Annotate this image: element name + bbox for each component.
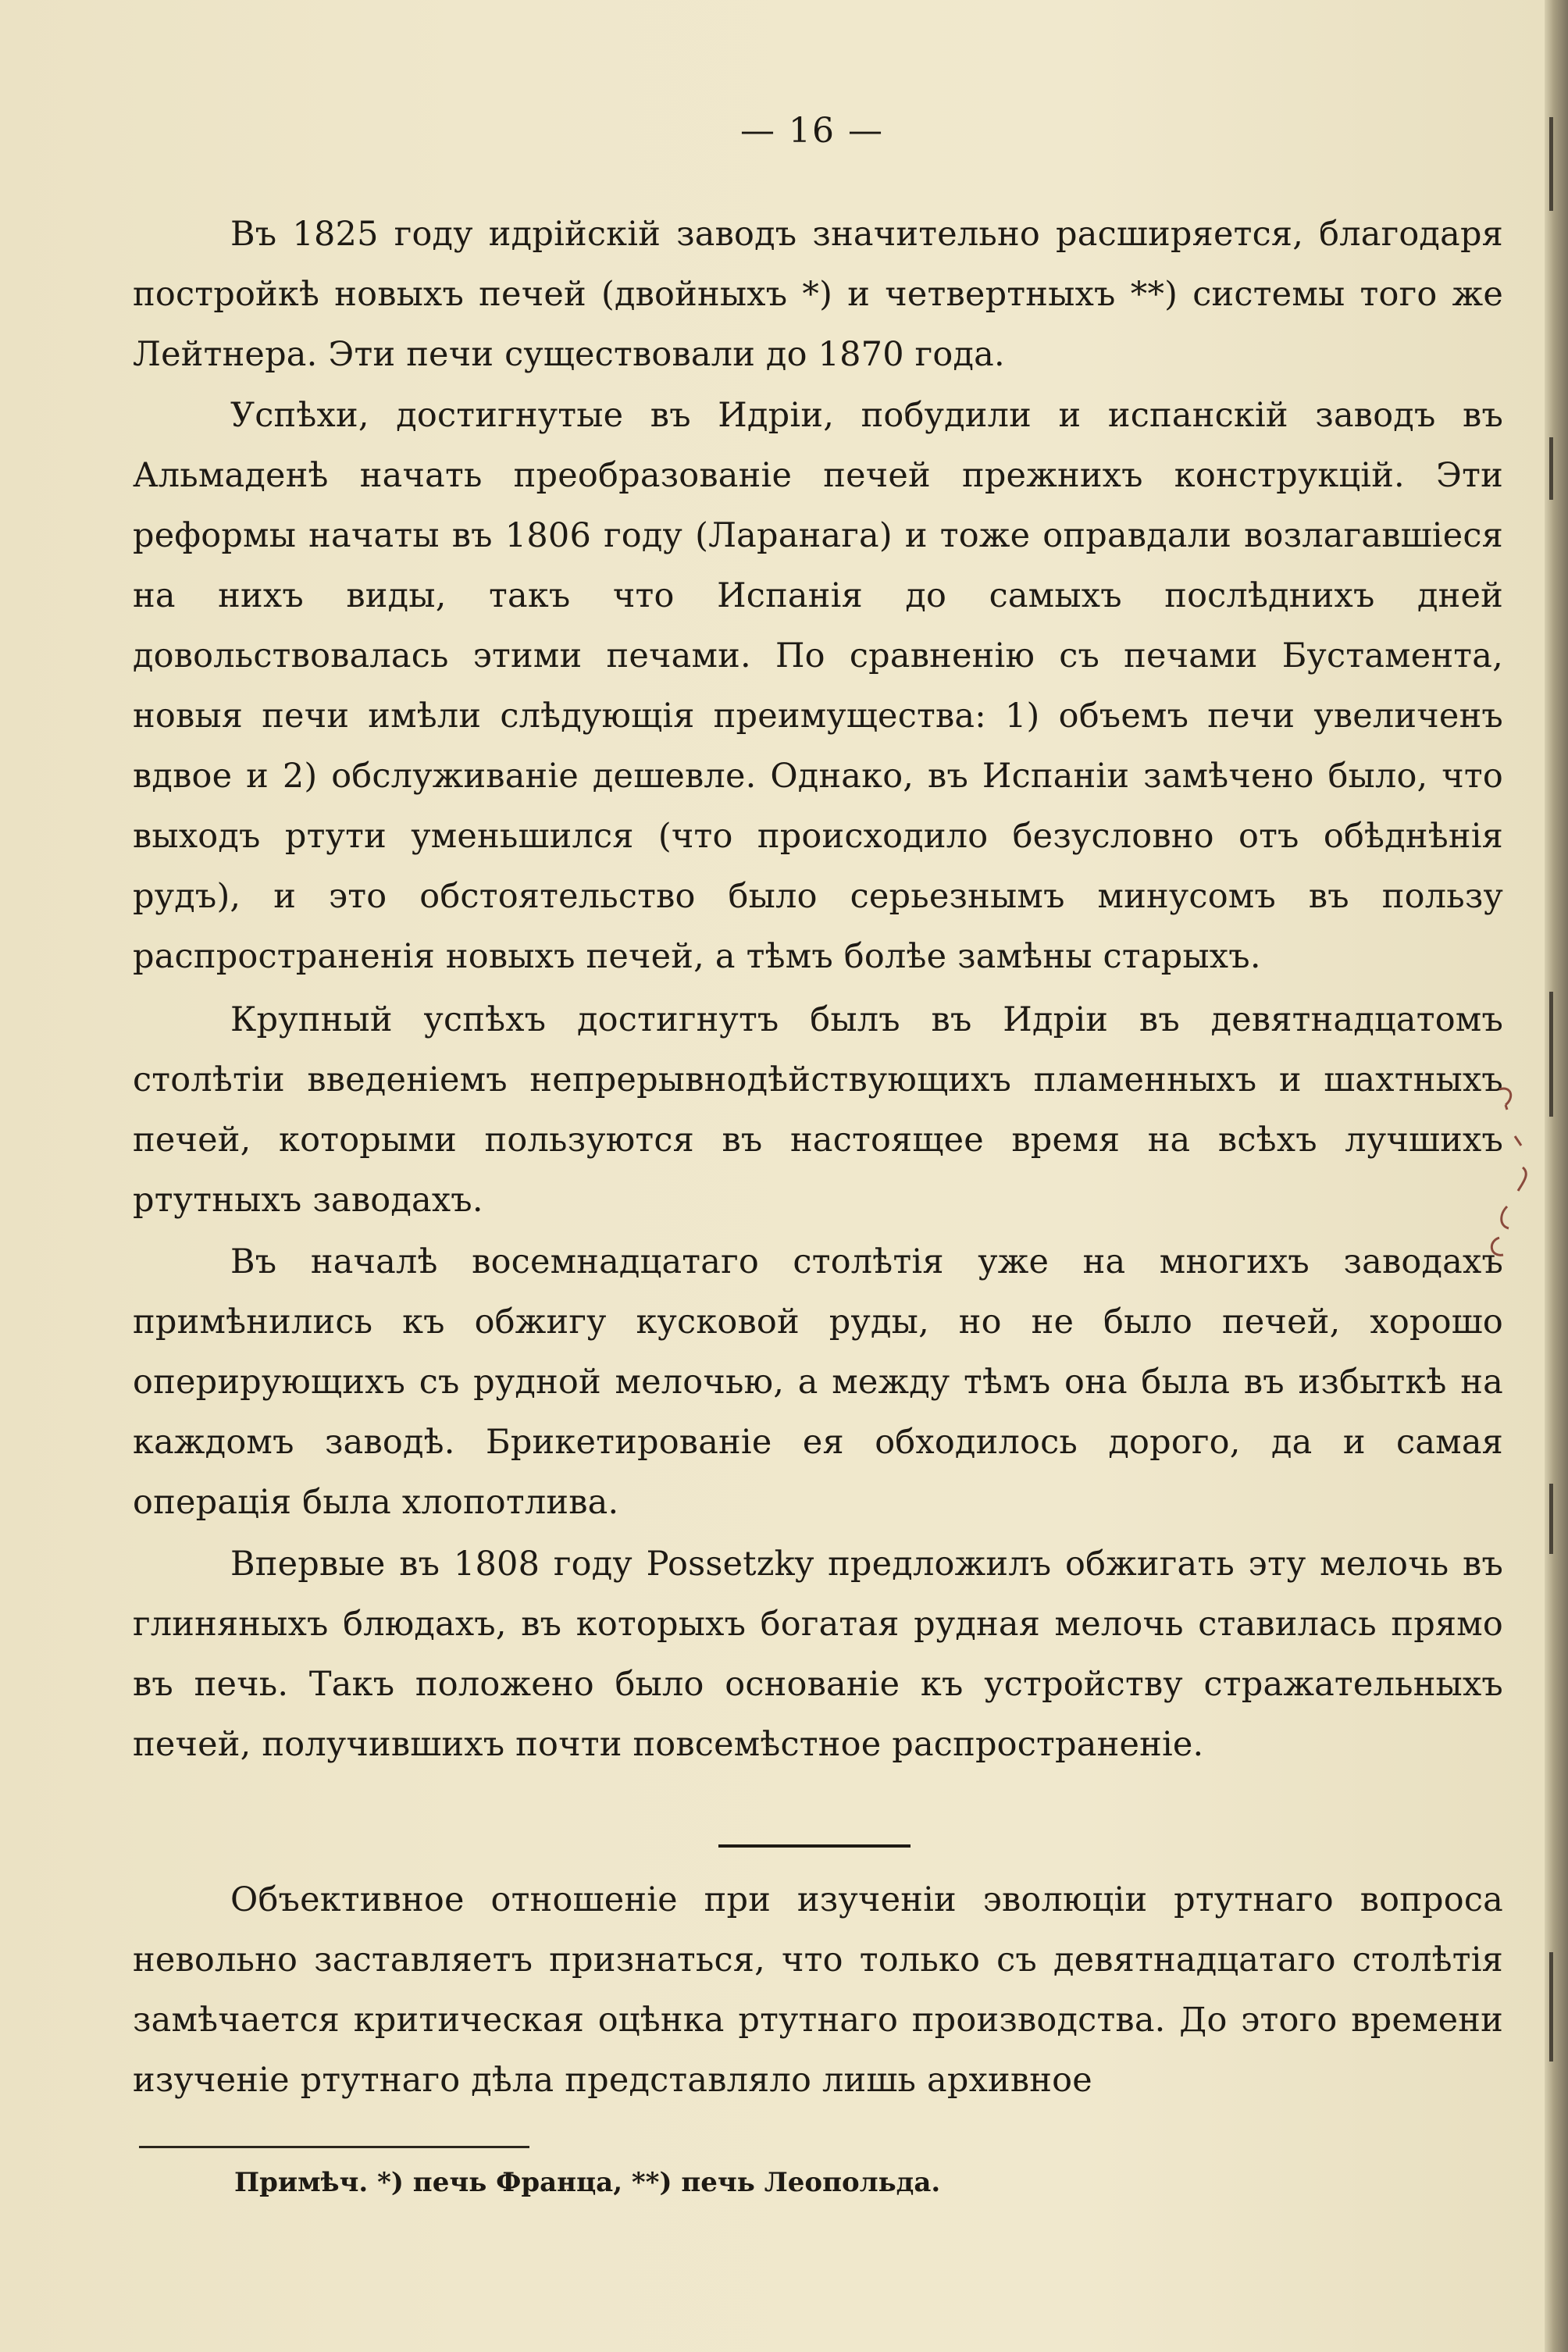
edge-mark — [1549, 1484, 1553, 1554]
footnote-rule — [139, 2146, 529, 2148]
section-divider — [718, 1844, 911, 1848]
paragraph-4: Въ началѣ восемнадцатаго столѣтія уже на многихъ заводахъ примѣнились къ обжигу кусковой руды, но не было печей, хорошо оперирующихъ съ рудной мелочью, а между тѣмъ она была въ избыткѣ на каждомъ заводѣ. Брикетированіе ея обходилось дорого, да и самая операція была хлопотлива. — [133, 1242, 1503, 1522]
paragraph-5: Впервые въ 1808 году Possetzky предложилъ обжигать эту мелочь въ глиняныхъ блюдахъ, въ которыхъ богатая рудная мелочь ставилась прямо въ печь. Такъ положено было основаніе къ устройству стражательныхъ печей, получившихъ почти повсемѣстное распространеніе. — [133, 1545, 1503, 1764]
page-number: — 16 — — [740, 111, 884, 151]
book-spine-edge — [1545, 0, 1568, 2352]
paragraph-3: Крупный успѣхъ достигнутъ былъ въ Идріи въ девятнадцатомъ столѣтіи введеніемъ непрерывнодѣйствующихъ пламенныхъ и шахтныхъ печей, которыми пользуются въ настоящее время на всѣхъ лучшихъ ртутныхъ заводахъ. — [133, 1000, 1503, 1220]
paragraph-2: Успѣхи, достигнутые въ Идріи, побудили и испанскій заводъ въ Альмаденѣ начать преобразованіе печей прежнихъ конструкцій. Эти реформы начаты въ 1806 году (Ларанага) и тоже оправдали возлагавшіеся на нихъ виды, такъ что Испанія до самыхъ послѣднихъ дней довольствовалась этими печами. По сравненію съ печами Бустамента, новыя печи имѣли слѣдующія преимущества: 1) объемъ печи увеличенъ вдвое и 2) обслуживаніе дешевле. Однако, въ Испаніи замѣчено было, что выходъ ртути уменьшился (что происходило безусловно отъ обѣднѣнія рудъ), и это обстоятельство было серьезнымъ минусомъ въ пользу распространенія новыхъ печей, а тѣмъ болѣе замѣны старыхъ. — [133, 396, 1503, 976]
edge-mark — [1549, 437, 1553, 500]
footnote: Примѣч. *) печь Франца, **) печь Леопольда. — [234, 2167, 941, 2198]
edge-mark — [1549, 992, 1553, 1117]
paragraph-1: Въ 1825 году идрійскій заводъ значительно расширяется, благодаря постройкѣ новыхъ печей (двойныхъ *) и четвертныхъ **) системы того же Лейтнера. Эти печи существовали до 1870 года. — [133, 215, 1503, 374]
paragraph-6: Объективное отношеніе при изученіи эволюціи ртутнаго вопроса невольно заставляетъ признаться, что только съ девятнадцатаго столѣтія замѣчается критическая оцѣнка ртутнаго производства. До этого времени изученіе ртутнаго дѣла представляло лишь архивное — [133, 1880, 1503, 2100]
pencil-marks-icon — [1484, 1082, 1538, 1261]
edge-mark — [1549, 1952, 1553, 2062]
edge-mark — [1549, 117, 1553, 211]
